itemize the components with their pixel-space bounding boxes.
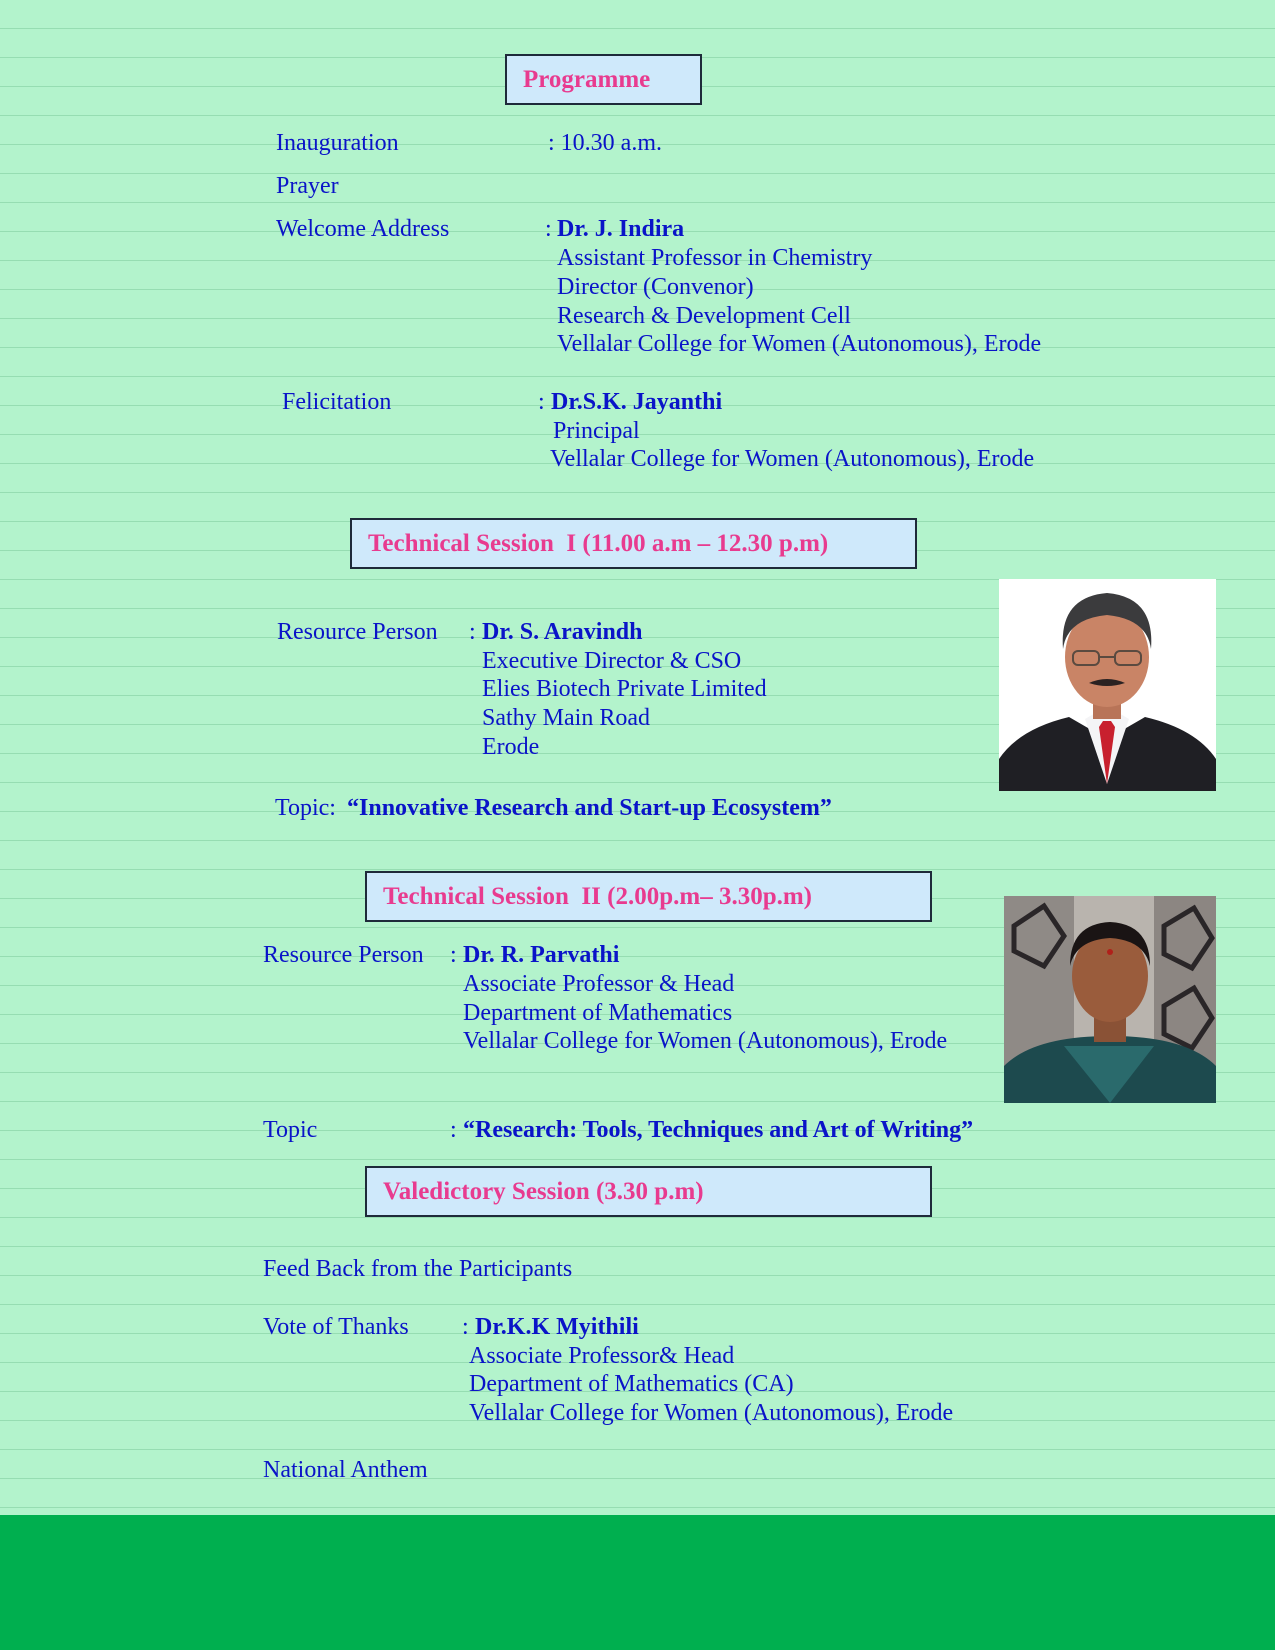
valedictory-heading-box [365,1166,932,1217]
session1-colon: : [469,619,476,645]
speaker1-portrait-image [999,579,1216,791]
welcome-label: Welcome Address [276,216,450,242]
speaker2-portrait-image [1004,896,1216,1103]
session1-speaker-name: Dr. S. Aravindh [482,619,643,645]
felicitation-colon: : [538,389,545,415]
session2-speaker-line: Vellalar College for Women (Autonomous), Erode [463,1028,948,1054]
thanks-name: Dr.K.K Myithili [475,1314,639,1340]
speaker1-photo [999,579,1216,791]
session1-speaker-line: Sathy Main Road [482,705,650,731]
footer-band [0,1515,1275,1650]
thanks-line: Vellalar College for Women (Autonomous), Erode [469,1400,954,1426]
session2-speaker-line: Associate Professor & Head [463,971,735,997]
session2-heading: Technical Session II (2.00p.m– 3.30p.m) [383,882,812,910]
session1-speaker-line: Executive Director & CSO [482,648,742,674]
thanks-line: Department of Mathematics (CA) [469,1371,794,1397]
welcome-name: Dr. J. Indira [557,216,685,242]
thanks-colon: : [462,1314,469,1340]
session2-heading-box [365,871,932,922]
welcome-line: Director (Convenor) [557,274,754,300]
inauguration-time: : 10.30 a.m. [548,130,662,156]
session1-topic-label: Topic: [275,795,342,821]
welcome-line: Vellalar College for Women (Autonomous), Erode [557,331,1042,357]
anthem-label: National Anthem [263,1457,428,1483]
session1-resource-label: Resource Person [277,619,438,645]
session1-heading-box [350,518,917,569]
session2-colon: : [450,942,457,968]
feedback-label: Feed Back from the Participants [263,1256,573,1282]
welcome-line: Research & Development Cell [557,303,851,329]
valedictory-heading: Valedictory Session (3.30 p.m) [383,1177,704,1205]
programme-title-box [505,54,702,105]
session1-topic: “Innovative Research and Start-up Ecosystem” [347,795,832,821]
session1-speaker-line: Elies Biotech Private Limited [482,676,767,702]
session2-topic-label: Topic [263,1117,318,1143]
felicitation-line: Principal [553,418,640,444]
felicitation-line: Vellalar College for Women (Autonomous), Erode [550,446,1035,472]
thanks-line: Associate Professor& Head [469,1343,735,1369]
session2-speaker-line: Department of Mathematics [463,1000,733,1026]
session2-speaker-name: Dr. R. Parvathi [463,942,620,968]
session1-speaker-line: Erode [482,734,540,760]
prayer-label: Prayer [276,173,339,199]
welcome-line: Assistant Professor in Chemistry [557,245,873,271]
inauguration-label: Inauguration [276,130,399,156]
session2-topic: “Research: Tools, Techniques and Art of Writing” [463,1117,974,1143]
programme-title: Programme [523,65,651,93]
felicitation-label: Felicitation [282,389,392,415]
speaker2-photo [1004,896,1216,1103]
welcome-colon: : [545,216,552,242]
session2-resource-label: Resource Person [263,942,424,968]
thanks-label: Vote of Thanks [263,1314,409,1340]
felicitation-name: Dr.S.K. Jayanthi [551,389,723,415]
session1-heading: Technical Session I (11.00 a.m – 12.30 p.m) [368,529,829,557]
session2-topic-colon: : [450,1117,457,1143]
